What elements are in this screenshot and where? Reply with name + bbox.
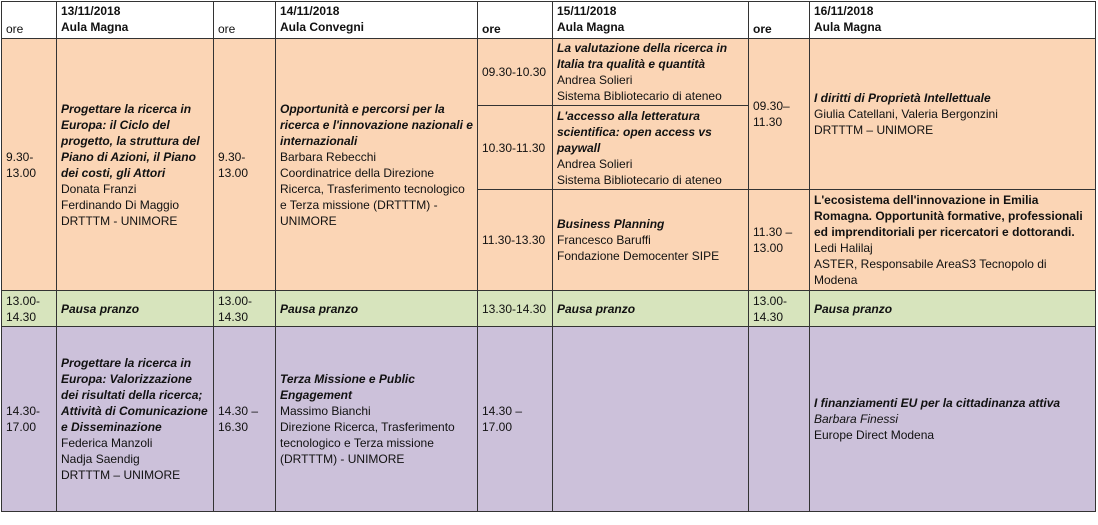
- ore-header: [2, 2, 57, 39]
- day-header-3: [553, 2, 749, 39]
- day-header-1: [57, 2, 214, 39]
- speaker: Ledi Halilaj: [814, 241, 873, 255]
- session-cell: [810, 327, 1096, 512]
- speaker: Giulia Catellani, Valeria Bergonzini: [814, 107, 998, 121]
- session-title: Progettare la ricerca in Europa: il Ciclo del progetto, la struttura del Piano di Azioni, il Piano dei costi, gli Attori: [61, 101, 200, 180]
- session-cell: [276, 39, 478, 291]
- affiliation: Fondazione Democenter SIPE: [557, 249, 720, 263]
- time-cell: 11.30-13.30: [478, 190, 553, 291]
- affiliation: ASTER, Responsabile AreaS3 Tecnopolo di Modena: [814, 257, 1047, 287]
- speaker: Ferdinando Di Maggio: [61, 197, 180, 212]
- speaker: Barbara Rebecchi: [280, 149, 377, 164]
- affiliation: DRTTTM – UNIMORE: [61, 468, 181, 482]
- time-cell: 14.30 – 16.30: [214, 327, 276, 512]
- day-date: 16/11/2018: [814, 4, 874, 18]
- empty-time-cell: [749, 327, 810, 512]
- speaker: Barbara Finessi: [814, 412, 899, 426]
- session-cell: [276, 327, 478, 512]
- affiliation: Sistema Bibliotecario di ateneo: [557, 172, 722, 187]
- session-cell: [57, 39, 214, 291]
- time-cell: 09.30–11.30: [749, 39, 810, 190]
- lunch-row: [2, 291, 1096, 327]
- time-cell: 09.30-10.30: [478, 39, 553, 106]
- session-title: I diritti di Proprietà Intellettuale: [814, 91, 991, 105]
- affiliation: Direzione Ricerca, Trasferimento tecnologico e Terza missione (DRTTTM) - UNIMORE: [280, 420, 455, 466]
- day-header-2: [276, 2, 478, 39]
- ore-label: ore: [482, 22, 501, 36]
- header-row: [2, 2, 1096, 39]
- time-cell: 13.00-14.30: [2, 291, 57, 327]
- affiliation: DRTTTM - UNIMORE: [61, 213, 178, 228]
- ore-label: ore: [6, 22, 24, 36]
- session-cell: [810, 190, 1096, 291]
- speaker: Federica Manzoli: [61, 436, 153, 450]
- day-header-4: [810, 2, 1096, 39]
- lunch-cell: Pausa pranzo: [276, 291, 478, 327]
- morning-row: [2, 39, 1096, 106]
- session-title: Business Planning: [557, 217, 665, 231]
- time-cell: 9.30-13.00: [2, 39, 57, 291]
- ore-label: ore: [753, 22, 772, 36]
- session-title: I finanziamenti EU per la cittadinanza attiva: [814, 396, 1061, 410]
- speaker: Andrea Solieri: [557, 73, 633, 87]
- day-date: 13/11/2018: [61, 4, 121, 18]
- ore-label: ore: [218, 22, 236, 36]
- time-cell: 13.30-14.30: [478, 291, 553, 327]
- session-title: L'ecosistema dell'innovazione in Emilia Romagna. Opportunità formative, professionali ed imprenditoriali per ricercatori e dottorandi.: [814, 193, 1083, 239]
- affiliation: Sistema Bibliotecario di ateneo: [557, 89, 722, 103]
- lunch-cell: Pausa pranzo: [57, 291, 214, 327]
- session-cell: [553, 106, 749, 190]
- speaker: Nadja Saendig: [61, 452, 140, 466]
- empty-session-cell: [553, 327, 749, 512]
- afternoon-row: [2, 327, 1096, 512]
- schedule-table: [1, 1, 1096, 512]
- session-cell: [553, 39, 749, 106]
- speaker: Donata Franzi: [61, 181, 137, 196]
- session-cell: [57, 327, 214, 512]
- time-cell: 9.30-13.00: [214, 39, 276, 291]
- session-cell: [553, 190, 749, 291]
- speaker: Massimo Bianchi: [280, 404, 371, 418]
- lunch-cell: Pausa pranzo: [810, 291, 1096, 327]
- day-date: 15/11/2018: [557, 4, 617, 18]
- affiliation: DRTTTM – UNIMORE: [814, 123, 934, 137]
- session-title: L'accesso alla letteratura scientifica: open access vs paywall: [557, 108, 712, 155]
- lunch-cell: Pausa pranzo: [553, 291, 749, 327]
- time-cell: 10.30-11.30: [478, 106, 553, 190]
- ore-header: [478, 2, 553, 39]
- day-room: Aula Magna: [61, 20, 129, 34]
- ore-header: [214, 2, 276, 39]
- time-cell: 13.00-14.30: [214, 291, 276, 327]
- speaker: Andrea Solieri: [557, 156, 633, 171]
- time-cell: 14.30-17.00: [2, 327, 57, 512]
- time-cell: 14.30 – 17.00: [478, 327, 553, 512]
- time-cell: 11.30 – 13.00: [749, 190, 810, 291]
- day-date: 14/11/2018: [280, 4, 340, 18]
- day-room: Aula Magna: [814, 20, 882, 34]
- session-title: La valutazione della ricerca in Italia tra qualità e quantità: [557, 41, 728, 71]
- affiliation: Europe Direct Modena: [814, 428, 935, 442]
- affiliation: Coordinatrice della Direzione Ricerca, Trasferimento tecnologico e Terza missione (DRTTTM) - UNIMORE: [280, 165, 465, 228]
- session-cell: [810, 39, 1096, 190]
- time-cell: 13.00-14.30: [749, 291, 810, 327]
- ore-header: [749, 2, 810, 39]
- session-title: Terza Missione e Public Engagement: [280, 372, 415, 402]
- day-room: Aula Magna: [557, 20, 625, 34]
- speaker: Francesco Baruffi: [557, 233, 651, 247]
- session-title: Progettare la ricerca in Europa: Valorizzazione dei risultati della ricerca; Attività di Comunicazione e Disseminazione: [61, 356, 208, 434]
- day-room: Aula Convegni: [280, 20, 365, 34]
- session-title: Opportunità e percorsi per la ricerca e l'innovazione nazionali e internazionali: [280, 101, 473, 148]
